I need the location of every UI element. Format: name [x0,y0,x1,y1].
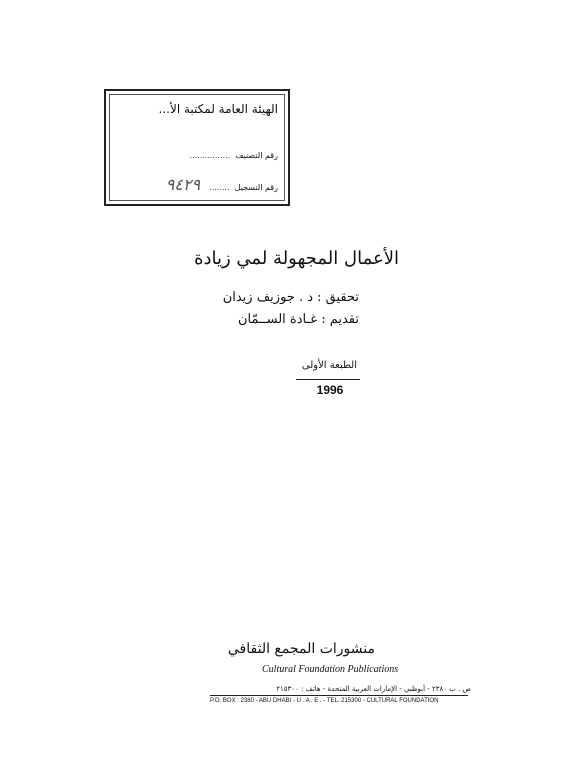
classification-label: رقم التصنيف [235,151,278,160]
stamp-registration-row [166,175,278,194]
classification-dots: ................ [189,151,231,160]
address-english: P.O. BOX : 2380 - ABU DHABI - U . A . E . - TEL. 215300 - CULTURAL FOUNDATION [210,698,439,704]
editor-credit: تحقيق : د . جوزيف زيدان [222,290,359,305]
edition-label: الطبعة الأولى [301,360,357,371]
book-title: الأعمال المجهولة لمي زيادة [194,248,399,269]
address-arabic: ص . ب ٢٣٨٠ - أبوظبي - الإمارات العربية المتحدة - هاتف : ٢١٥٣٠٠ [276,685,471,693]
registration-dots: ........ [209,183,230,192]
publication-year: 1996 [316,383,344,397]
library-stamp [104,89,290,206]
publisher-arabic: منشورات المجمع الثقافي [227,641,375,657]
registration-label: رقم التسجيل [234,183,278,192]
publisher-english: Cultural Foundation Publications [262,664,399,675]
introduction-credit: تقديم : غـادة الســمّان [237,312,359,327]
stamp-classification-row [190,143,278,162]
stamp-title: الهيئة العامة لمكتبة الأ... [158,102,278,116]
registration-number: ٩٤٢٩ [165,175,201,194]
edition-divider [296,379,360,380]
address-divider [210,695,468,696]
